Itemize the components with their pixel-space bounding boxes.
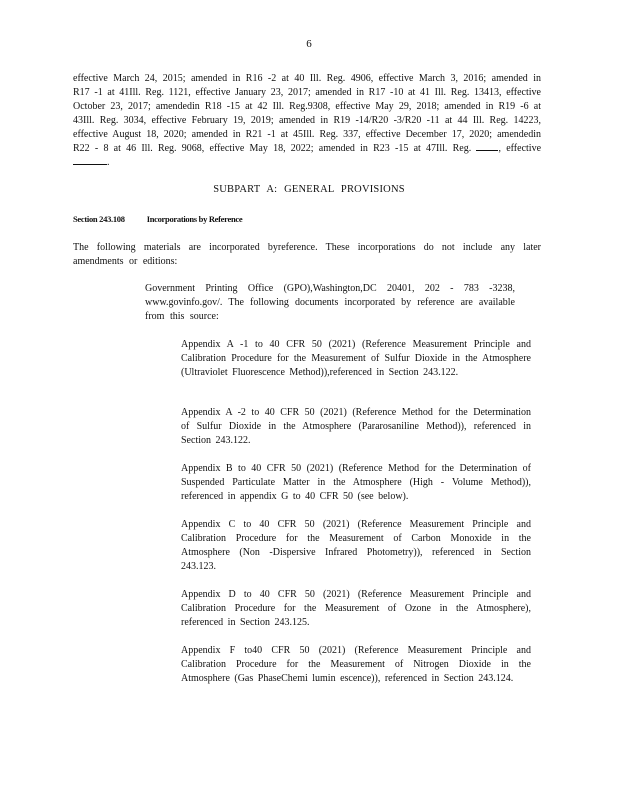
document-item-b: Appendix B to 40 CFR 50 (2021) (Reference Method for the Determination of Suspended Particulate Matter in the Atmosphere (High - Volume Method)), referenced in appendix G to 40 CFR 50 (see below).	[181, 463, 531, 502]
history-end: .	[107, 157, 110, 168]
section-title: Incorporations by Reference	[146, 214, 243, 224]
page-number: 6	[306, 38, 312, 50]
document-item-a1: Appendix A -1 to 40 CFR 50 (2021) (Reference Measurement Principle and Calibration Procedure for the Measurement of Sulfur Dioxide in the Atmosphere (Ultraviolet Fluorescence Method)),referenced in Section 243.122.	[181, 339, 531, 378]
document-item-f: Appendix F to40 CFR 50 (2021) (Reference Measurement Principle and Calibration Procedure for the Measurement of Nitrogen Dioxide in the Atmosphere (Gas PhaseChemi lumin escence)), referenced in Section 243.124.	[181, 645, 531, 684]
section-heading	[73, 214, 264, 224]
amendment-history-text: effective March 24, 2015; amended in R16 -2 at 40 Ill. Reg. 4906, effective March 3, 2016; amended in R17 -1 at 41Ill. Reg. 1121, effective January 23, 2017; amended in R17 -10 at 41 Ill. Reg. 13413, effective October 23, 2017; amendedin R18 -15 at 42 Ill. Reg.9308, effective May 29, 2018; amended in R19 -6 at 43Ill. Reg. 3034, effective February 19, 2019; amended in R19 -14/R20 -3/R20 -11 at 44 Ill. Reg. 14223, effective August 18, 2020; amended in R21 -1 at 45Ill. Reg. 337, effective December 17, 2020; amendedin R22 - 8 at 46 Ill. Reg. 9068, effective May 18, 2022; amended in R23 -15 at 47Ill. Reg.	[73, 73, 541, 154]
amendment-history: effective March 24, 2015; amended in R16 -2 at 40 Ill. Reg. 4906, effective March 3, 2016; amended in R17 -1 at 41Ill. Reg. 1121, effective January 23, 2017; amended in R17 -10 at 41 Ill. Reg. 13413, effective October 23, 2017; amendedin R18 -15 at 42 Ill. Reg.9308, effective May 29, 2018; amended in R19 -6 at 43Ill. Reg. 3034, effective February 19, 2019; amended in R19 -14/R20 -3/R20 -11 at 44 Ill. Reg. 14223, effective August 18, 2020; amended in R21 -1 at 45Ill. Reg. 337, effective December 17, 2020; amendedin R22 - 8 at 46 Ill. Reg. 9068, effective May 18, 2022; amended in R23 -15 at 47Ill. Reg. , effective .	[73, 73, 542, 168]
intro-paragraph: The following materials are incorporated byreference. These incorporations do not include any later amendments or editions:	[73, 242, 541, 267]
gpo-source-paragraph: Government Printing Office (GPO),Washington,DC 20401, 202 - 783 -3238, www.govinfo.gov/. The following documents incorporated by reference are available from this source:	[145, 283, 515, 322]
subpart-heading: SUBPART A: GENERAL PROVISIONS	[213, 184, 405, 195]
history-effective-label: effective	[506, 143, 542, 154]
document-item-a2: Appendix A -2 to 40 CFR 50 (2021) (Reference Method for the Determination of Sulfur Dioxide in the Atmosphere (Pararosaniline Method)), referenced in Section 243.122.	[181, 407, 531, 446]
document-item-c: Appendix C to 40 CFR 50 (2021) (Reference Measurement Principle and Calibration Procedure for the Measurement of Carbon Monoxide in the Atmosphere (Non -Dispersive Infrared Photometry)), referenced in Section 243.123.	[181, 519, 531, 572]
document-item-d: Appendix D to 40 CFR 50 (2021) (Reference Measurement Principle and Calibration Procedure for the Measurement of Ozone in the Atmosphere), referenced in Section 243.125.	[181, 589, 531, 628]
blank-line	[73, 164, 107, 165]
blank-line	[476, 150, 498, 151]
section-number: Section 243.108	[73, 214, 125, 224]
